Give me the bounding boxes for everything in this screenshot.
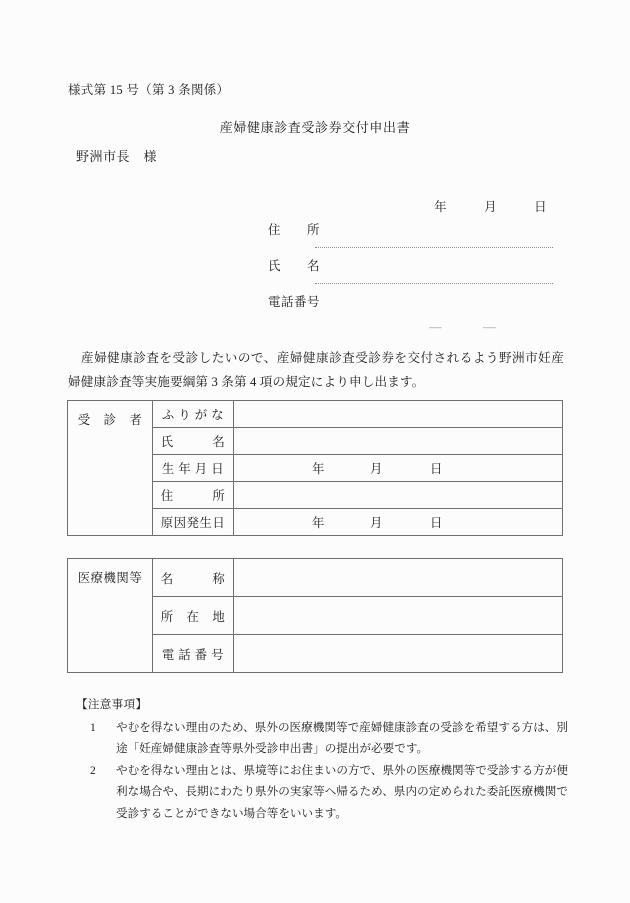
applicant-address-label: 住 所 — [268, 223, 321, 237]
note-number: 2 — [90, 763, 96, 777]
applicant-phone-label: 電話番号 — [268, 295, 321, 309]
recipient-row-header: 受 診 者 — [68, 401, 153, 536]
onset-day-label: 日 — [430, 516, 443, 530]
institution-name-label: 名 称 — [153, 559, 234, 597]
institution-row-header: 医療機関等 — [68, 559, 153, 673]
recipient-onset-date-field[interactable] — [234, 509, 563, 536]
recipient-birthdate-field[interactable] — [234, 455, 563, 482]
submission-date-line — [420, 182, 547, 230]
institution-location-field[interactable] — [234, 597, 563, 635]
applicant-address-rule — [315, 247, 553, 248]
recipient-name-field[interactable] — [234, 428, 563, 455]
birthdate-day-label: 日 — [430, 462, 443, 476]
recipient-furigana-field[interactable] — [234, 401, 563, 428]
institution-location-label: 所 在 地 — [153, 597, 234, 635]
recipient-table — [67, 400, 563, 536]
table-row — [68, 401, 563, 428]
addressee: 野洲市長 様 — [76, 149, 158, 164]
list-item — [76, 717, 568, 760]
statement-text: 産婦健康診査を受診したいので、産婦健康診査受診券を交付されるよう野洲市妊産婦健康診査等実施要綱第 3 条第 4 項の規定により申し出ます。 — [68, 351, 564, 389]
table-row — [68, 559, 563, 597]
institution-phone-field[interactable] — [234, 635, 563, 673]
date-year-label: 年 — [434, 200, 448, 214]
recipient-onset-date-label: 原因発生日 — [153, 509, 234, 536]
note-number: 1 — [90, 720, 96, 734]
onset-year-label: 年 — [312, 516, 325, 530]
recipient-birthdate-date-marks — [234, 459, 562, 477]
onset-month-label: 月 — [370, 516, 383, 530]
note-text: やむを得ない理由のため、県外の医療機関等で産婦健康診査の受診を希望する方は、別途「妊産婦健康診査等県外受診申出書」の提出が必要です。 — [116, 720, 568, 755]
list-item — [76, 760, 568, 825]
applicant-phone-separators — [415, 305, 496, 350]
institution-table — [67, 558, 563, 673]
applicant-name-rule — [315, 283, 553, 284]
birthdate-year-label: 年 — [312, 462, 325, 476]
note-text: やむを得ない理由とは、県境等にお住まいの方で、県外の医療機関等で受診する方が便利な場合や、長期にわたり県外の実家等へ帰るため、県内の定められた委託医療機関で受診することができない場合等をいいます。 — [116, 763, 568, 820]
recipient-name-label: 氏 名 — [153, 428, 234, 455]
phone-separator-1: — — [429, 320, 443, 334]
institution-name-field[interactable] — [234, 559, 563, 597]
applicant-name-label: 氏 名 — [268, 259, 321, 273]
recipient-birthdate-label: 生 年 月 日 — [153, 455, 234, 482]
notes-title: 【注意事項】 — [76, 698, 148, 711]
recipient-address-field[interactable] — [234, 482, 563, 509]
date-day-label: 日 — [534, 200, 548, 214]
date-month-label: 月 — [484, 200, 498, 214]
phone-separator-2: — — [483, 320, 497, 334]
recipient-address-label: 住 所 — [153, 482, 234, 509]
form-number: 様式第 15 号（第 3 条関係） — [68, 83, 230, 97]
recipient-furigana-label: ふ り が な — [153, 401, 234, 428]
page-title: 産婦健康診査受診券交付申出書 — [219, 120, 411, 135]
birthdate-month-label: 月 — [370, 462, 383, 476]
recipient-onset-date-marks — [234, 513, 562, 531]
statement-paragraph — [68, 346, 564, 394]
institution-phone-label: 電 話 番 号 — [153, 635, 234, 673]
notes-section — [76, 694, 568, 824]
